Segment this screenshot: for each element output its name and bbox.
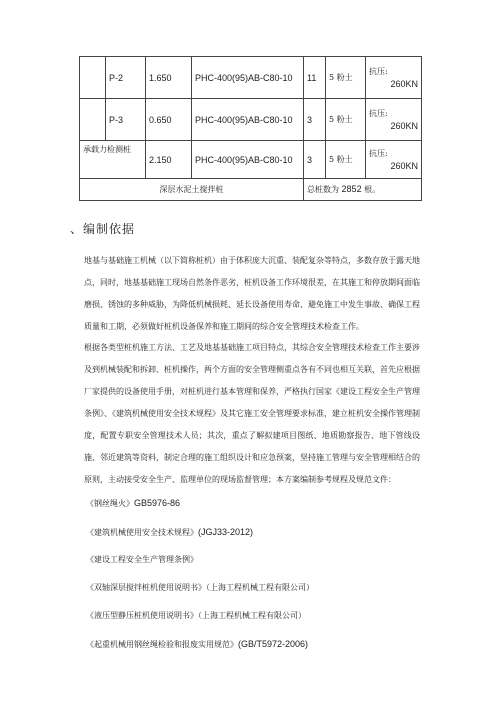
pile-model-cell: PHC-400(95)AB-C80-10	[192, 141, 304, 179]
bearing-capacity-cell	[366, 141, 422, 179]
table-row	[80, 141, 422, 179]
reference-item	[86, 497, 180, 510]
pile-tag-cell	[80, 141, 146, 179]
stirring-pile-label: 深层水泥土搅拌桩	[80, 179, 304, 201]
table-row	[80, 57, 422, 99]
reference-item	[86, 554, 198, 566]
reference-title: 《液压型静压桩机使用说明书》（上海工程机械工程有限公司）	[86, 611, 306, 620]
reference-item	[86, 582, 314, 594]
load-label: 抗压:	[369, 108, 388, 118]
reference-title: 《建设工程安全生产管理条例》	[86, 555, 198, 564]
reference-title: 《起重机械用钢丝绳检验和报废实用规范》	[86, 640, 238, 649]
load-value: 260KN	[390, 120, 418, 131]
table-cell	[80, 99, 106, 141]
body-paragraph: 根据各类型桩机施工方法、工艺及地基基础施工项目特点，其综合安全管理技术检查工作主要涉及到机械装配和拆卸、桩机操作，两个方面的安全管理侧重点各有不同也相互关联，首先应根据厂家提供的设备使用手册，对桩机进行基本管理和保养，严格执行国家《建设工程安全生产管理条例》、《建筑机械使用安全技术规程》及其它施工安全管理要求标准，建立桩机安全操作管理制度，配置专职安全管理技术人员；其次，重点了解拟建项目图纸、地质勘察报告、地下管线设施、邻近建筑等资料，制定合理的施工组织设计和应急预案，坚持施工管理与安全管理相结合的原则，主动接受安全生产、监理单位的现场监督管理；本方案编制参考规程及规范文件：	[84, 343, 420, 484]
pile-count-cell: 3	[304, 99, 326, 141]
reference-item	[86, 610, 306, 622]
table-row	[80, 99, 422, 141]
soil-layer-cell: 5 粉土	[326, 57, 366, 99]
pile-spec-table	[79, 56, 422, 201]
load-value: 260KN	[390, 78, 418, 89]
load-value: 260KN	[390, 160, 418, 171]
load-label: 抗压:	[369, 148, 388, 158]
table-footer-row	[80, 179, 422, 201]
reference-title: 《建筑机械使用安全技术规程》	[86, 528, 198, 537]
pile-length-cell: 2.150	[146, 141, 192, 179]
bearing-capacity-cell	[366, 99, 422, 141]
section-heading: 、编制依据	[70, 222, 136, 236]
total-suffix: 根。	[364, 185, 381, 194]
reference-item	[86, 638, 308, 651]
pile-model-cell: PHC-400(95)AB-C80-10	[192, 99, 304, 141]
pile-name-cell: P-2	[106, 57, 146, 99]
total-value: 2852	[341, 184, 362, 194]
load-label: 抗压:	[369, 66, 388, 76]
table-cell	[80, 57, 106, 99]
reference-title: 《双轴深层搅拌桩机使用说明书》（上海工程机械工程有限公司）	[86, 583, 314, 592]
test-pile-label: 承载力检测桩	[83, 145, 131, 154]
pile-count-cell: 11	[304, 57, 326, 99]
reference-item	[86, 526, 253, 539]
reference-code: (JGJ33-2012)	[198, 527, 254, 537]
pile-model-cell: PHC-400(95)AB-C80-10	[192, 57, 304, 99]
pile-length-cell: 1.650	[146, 57, 192, 99]
reference-title: 《钢丝绳火》	[86, 499, 134, 508]
pile-count-cell: 3	[304, 141, 326, 179]
pile-name-cell: P-3	[106, 99, 146, 141]
total-prefix: 总桩数为	[307, 185, 339, 194]
body-paragraph: 地基与基础施工机械（以下简称桩机）由于体积庞大沉重、装配复杂等特点，多数存放于露天地点，同时，地基基础施工现场自然条件恶劣，桩机设备工作环境很差，在其施工和停放期间面临磨损、锈蚀的多种威胁，为降低机械损耗、延长设备使用寿命、避免施工中发生事故、确保工程质量和工期，必须做好桩机设备保养和施工期间的综合安全管理技术检查工作。	[84, 256, 420, 331]
soil-layer-cell: 5 粉土	[326, 141, 366, 179]
bearing-capacity-cell	[366, 57, 422, 99]
reference-code: (GB/T5972-2006)	[238, 639, 309, 649]
reference-code: GB5976-86	[134, 498, 181, 508]
pile-length-cell: 0.650	[146, 99, 192, 141]
soil-layer-cell: 5 粉土	[326, 99, 366, 141]
total-pile-count	[304, 179, 422, 201]
